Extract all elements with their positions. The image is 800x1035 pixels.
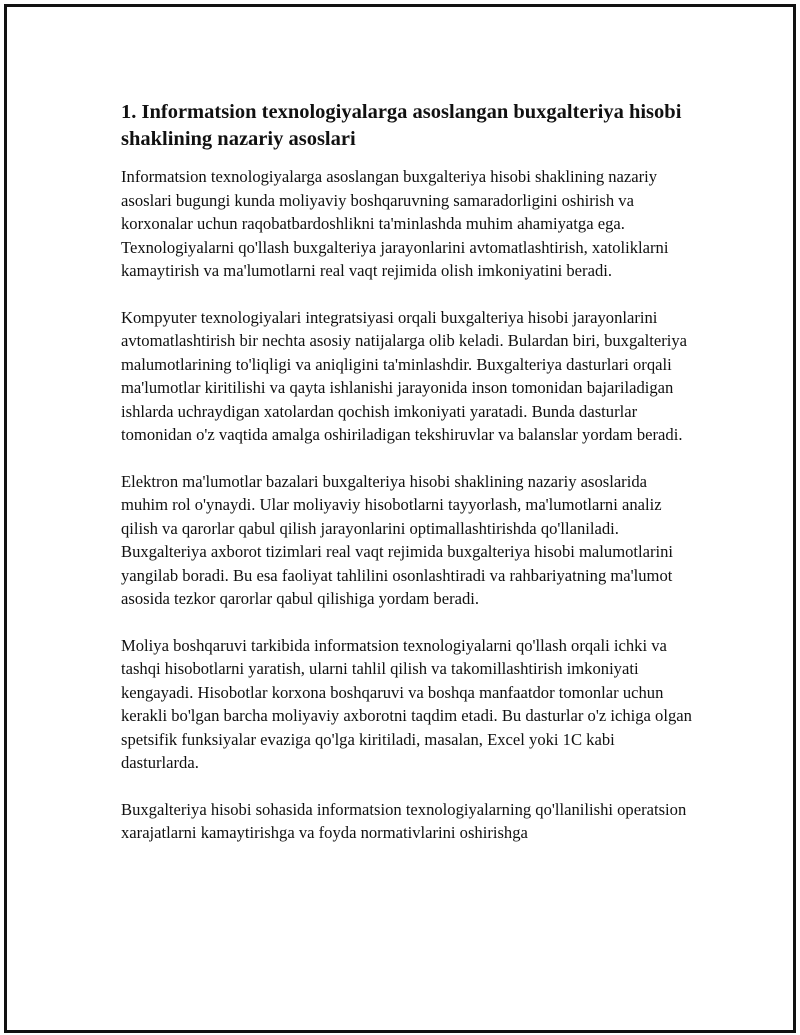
paragraph-5: Buxgalteriya hisobi sohasida informatsion texnologiyalarning qo'llanilishi operatsion xarajatlarni kamaytirishga va foyda normativlarini oshirishga: [121, 799, 687, 842]
section-heading: 1. Informatsion texnologiyalarga asoslangan buxgalteriya hisobi shaklining nazariy asoslari: [121, 101, 682, 150]
paragraph-1: Informatsion texnologiyalarga asoslangan buxgalteriya hisobi shaklining nazariy asoslari bugungi kunda moliyaviy boshqaruvning samaradorligini oshirish va korxonalar uchun raqobatbardoshlikni ta'minlashda muhim ahamiyatga ega. Texnologiyalarni qo'llash buxgalteriya jarayonlarini avtomatlashtirish, xatoliklarni kamaytirish va ma'lumotlarni real vaqt rejimida olish imkoniyatini beradi.: [121, 167, 669, 280]
paragraph-4: Moliya boshqaruvi tarkibida informatsion texnologiyalarni qo'llash orqali ichki va tashqi hisobotlarni yaratish, ularni tahlil qilish va takomillashtirish imkoniyati kengayadi. Hisobotlar korxona boshqaruvi va boshqa manfaatdor tomonlar uchun kerakli bo'lgan barcha moliyaviy axborotni taqdim etadi. Bu dasturlar o'z ichiga olgan spetsifik funksiyalar evaziga qo'lga kiritiladi, masalan, Excel yoki 1C kabi dasturlarda.: [121, 635, 692, 772]
document-body: [121, 99, 693, 868]
document-page: [4, 4, 796, 1033]
paragraph-3: Elektron ma'lumotlar bazalari buxgalteriya hisobi shaklining nazariy asoslarida muhim rol o'ynaydi. Ular moliyaviy hisobotlarni tayyorlash, ma'lumotlarni analiz qilish va qarorlar qabul qilish jarayonlarini optimallashtirishda qo'llaniladi. Buxgalteriya axborot tizimlari real vaqt rejimida buxgalteriya hisobi malumotlarini yangilab boradi. Bu esa faoliyat tahlilini osonlashtiradi va rahbariyatning ma'lumot asosida tezkor qarorlar qabul qilishiga yordam beradi.: [121, 471, 674, 608]
paragraph-2: Kompyuter texnologiyalari integratsiyasi orqali buxgalteriya hisobi jarayonlarini avtomatlashtirish bir nechta asosiy natijalarga olib keladi. Bulardan biri, buxgalteriya malumotlarining to'liqligi va aniqligini ta'minlashdir. Buxgalteriya dasturlari orqali ma'lumotlar kiritilishi va qayta ishlanishi jarayonida inson tomonidan bajariladigan ishlarda uchraydigan xatolardan qochish imkoniyati yaratadi. Bunda dasturlar tomonidan o'z vaqtida amalga oshiriladigan tekshiruvlar va balanslar yordam beradi.: [121, 307, 688, 444]
